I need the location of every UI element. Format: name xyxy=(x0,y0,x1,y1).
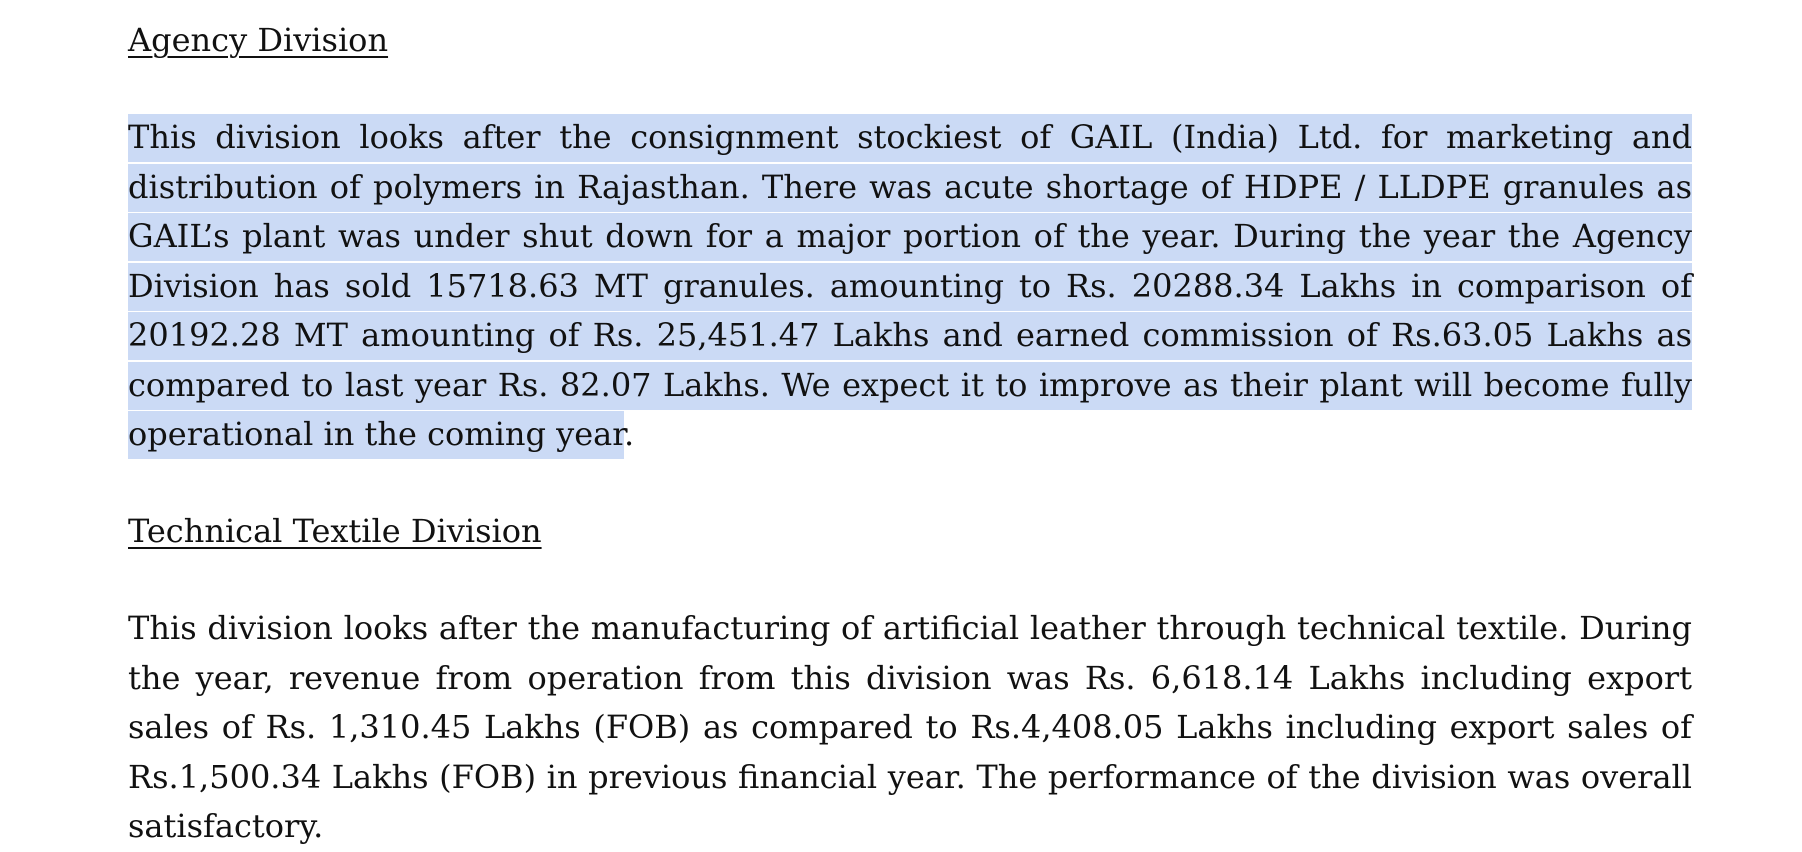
technical-textile-division-paragraph[interactable]: This division looks after the manufacturing of artificial leather through technical textile. During the year, revenue from operation from this division was Rs. 6,618.14 Lakhs including export sales of Rs. 1,310.45 Lakhs (FOB) as compared to Rs.4,408.05 Lakhs including export sales of Rs.1,500.34 Lakhs (FOB) in previous financial year. The performance of the division was overall satisfactory. xyxy=(128,609,1692,845)
agency-division-heading: Agency Division xyxy=(128,21,389,59)
paragraph-end-period: . xyxy=(624,415,635,453)
agency-division-paragraph[interactable] xyxy=(128,113,1692,460)
selected-text[interactable]: This division looks after the consignment stockiest of GAIL (India) Ltd. for marketing and distribution of polymers in Rajasthan. There was acute shortage of HDPE / LLDPE granules as GAIL’s plant was under shut down for a major portion of the year. During the year the Agency Division has sold 15718.63 MT granules. amounting to Rs. 20288.34 Lakhs in comparison of 20192.28 MT amounting of Rs. 25,451.47 Lakhs and earned commission of Rs.63.05 Lakhs as compared to last year Rs. 82.07 Lakhs. We expect it to improve as their plant will become fully operational in the coming year xyxy=(128,114,1692,459)
technical-textile-division-heading: Technical Textile Division xyxy=(128,512,542,550)
